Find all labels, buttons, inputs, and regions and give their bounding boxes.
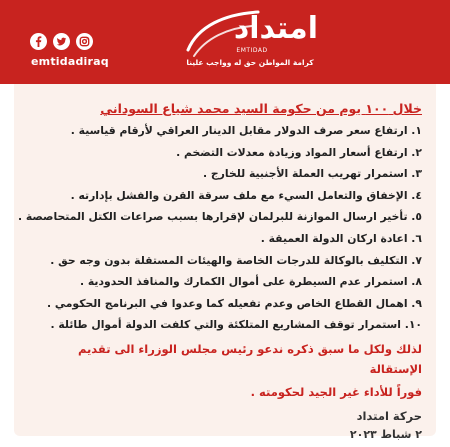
statement-point: ٦. اعادة اركان الدولة العميقة . bbox=[260, 231, 422, 245]
twitter-icon[interactable] bbox=[53, 33, 70, 50]
header-banner bbox=[0, 0, 450, 84]
closing-line: لذلك ولكل ما سبق ذكره ندعو رئيس مجلس الوزراء الى تقديم الإستقالة bbox=[77, 341, 422, 376]
social-handle[interactable]: emtidadiraq bbox=[31, 55, 109, 68]
statement-content bbox=[17, 98, 422, 444]
statement-point: ١٠. استمرار توقف المشاريع المتلكئة والتي كلفت الدولة أموال طائلة . bbox=[50, 318, 422, 332]
statement-point: ٨. استمرار عدم السيطرة على أموال الكمارك والمنافذ الحدودية . bbox=[80, 275, 422, 289]
statement-point: ١. ارتفاع سعر صرف الدولار مقابل الدينار العراقي لأرقام قياسية . bbox=[70, 124, 422, 137]
statement-point: ٤. الإخفاق والتعامل السيء مع ملف سرقة القرن والفشل بإدارته . bbox=[70, 188, 422, 202]
statement-point: ٧. التكليف بالوكالة للدرجات الخاصة والهيئات المستقلة بدون وجه حق . bbox=[50, 253, 422, 267]
signature: حركة امتداد bbox=[356, 408, 422, 423]
logo-tagline: كرامة المواطن حق له وواجب علينا bbox=[186, 58, 314, 67]
instagram-icon[interactable] bbox=[76, 33, 93, 50]
statement-point: ٣. استمرار تهريب العملة الأجنبية للخارج . bbox=[203, 167, 422, 181]
closing-line: فوراً للأداء غير الجيد لحكومته . bbox=[250, 384, 422, 399]
statement-heading: خلال ١٠٠ يوم من حكومة السيد محمد شياع السوداني bbox=[100, 101, 422, 116]
logo-wordmark: امتداد bbox=[233, 11, 318, 46]
logo-latin-wordmark: EMTIDAD bbox=[236, 47, 268, 54]
statement-date: ٢ شباط ٢٠٢٣ bbox=[349, 427, 422, 441]
social-links bbox=[30, 32, 93, 50]
statement-point: ٥. تأخير ارسال الموازنة للبرلمان لإقرارها بسبب صراعات الكتل المتحاصصة . bbox=[17, 210, 422, 224]
statement-point: ٢. ارتفاع أسعار المواد وزيادة معدلات التضخم . bbox=[176, 145, 422, 159]
facebook-icon[interactable] bbox=[30, 33, 47, 50]
statement-point: ٩. اهمال القطاع الخاص وعدم تفعيله كما وعدوا في البرنامج الحكومي . bbox=[46, 296, 422, 310]
statement-card bbox=[14, 84, 436, 441]
